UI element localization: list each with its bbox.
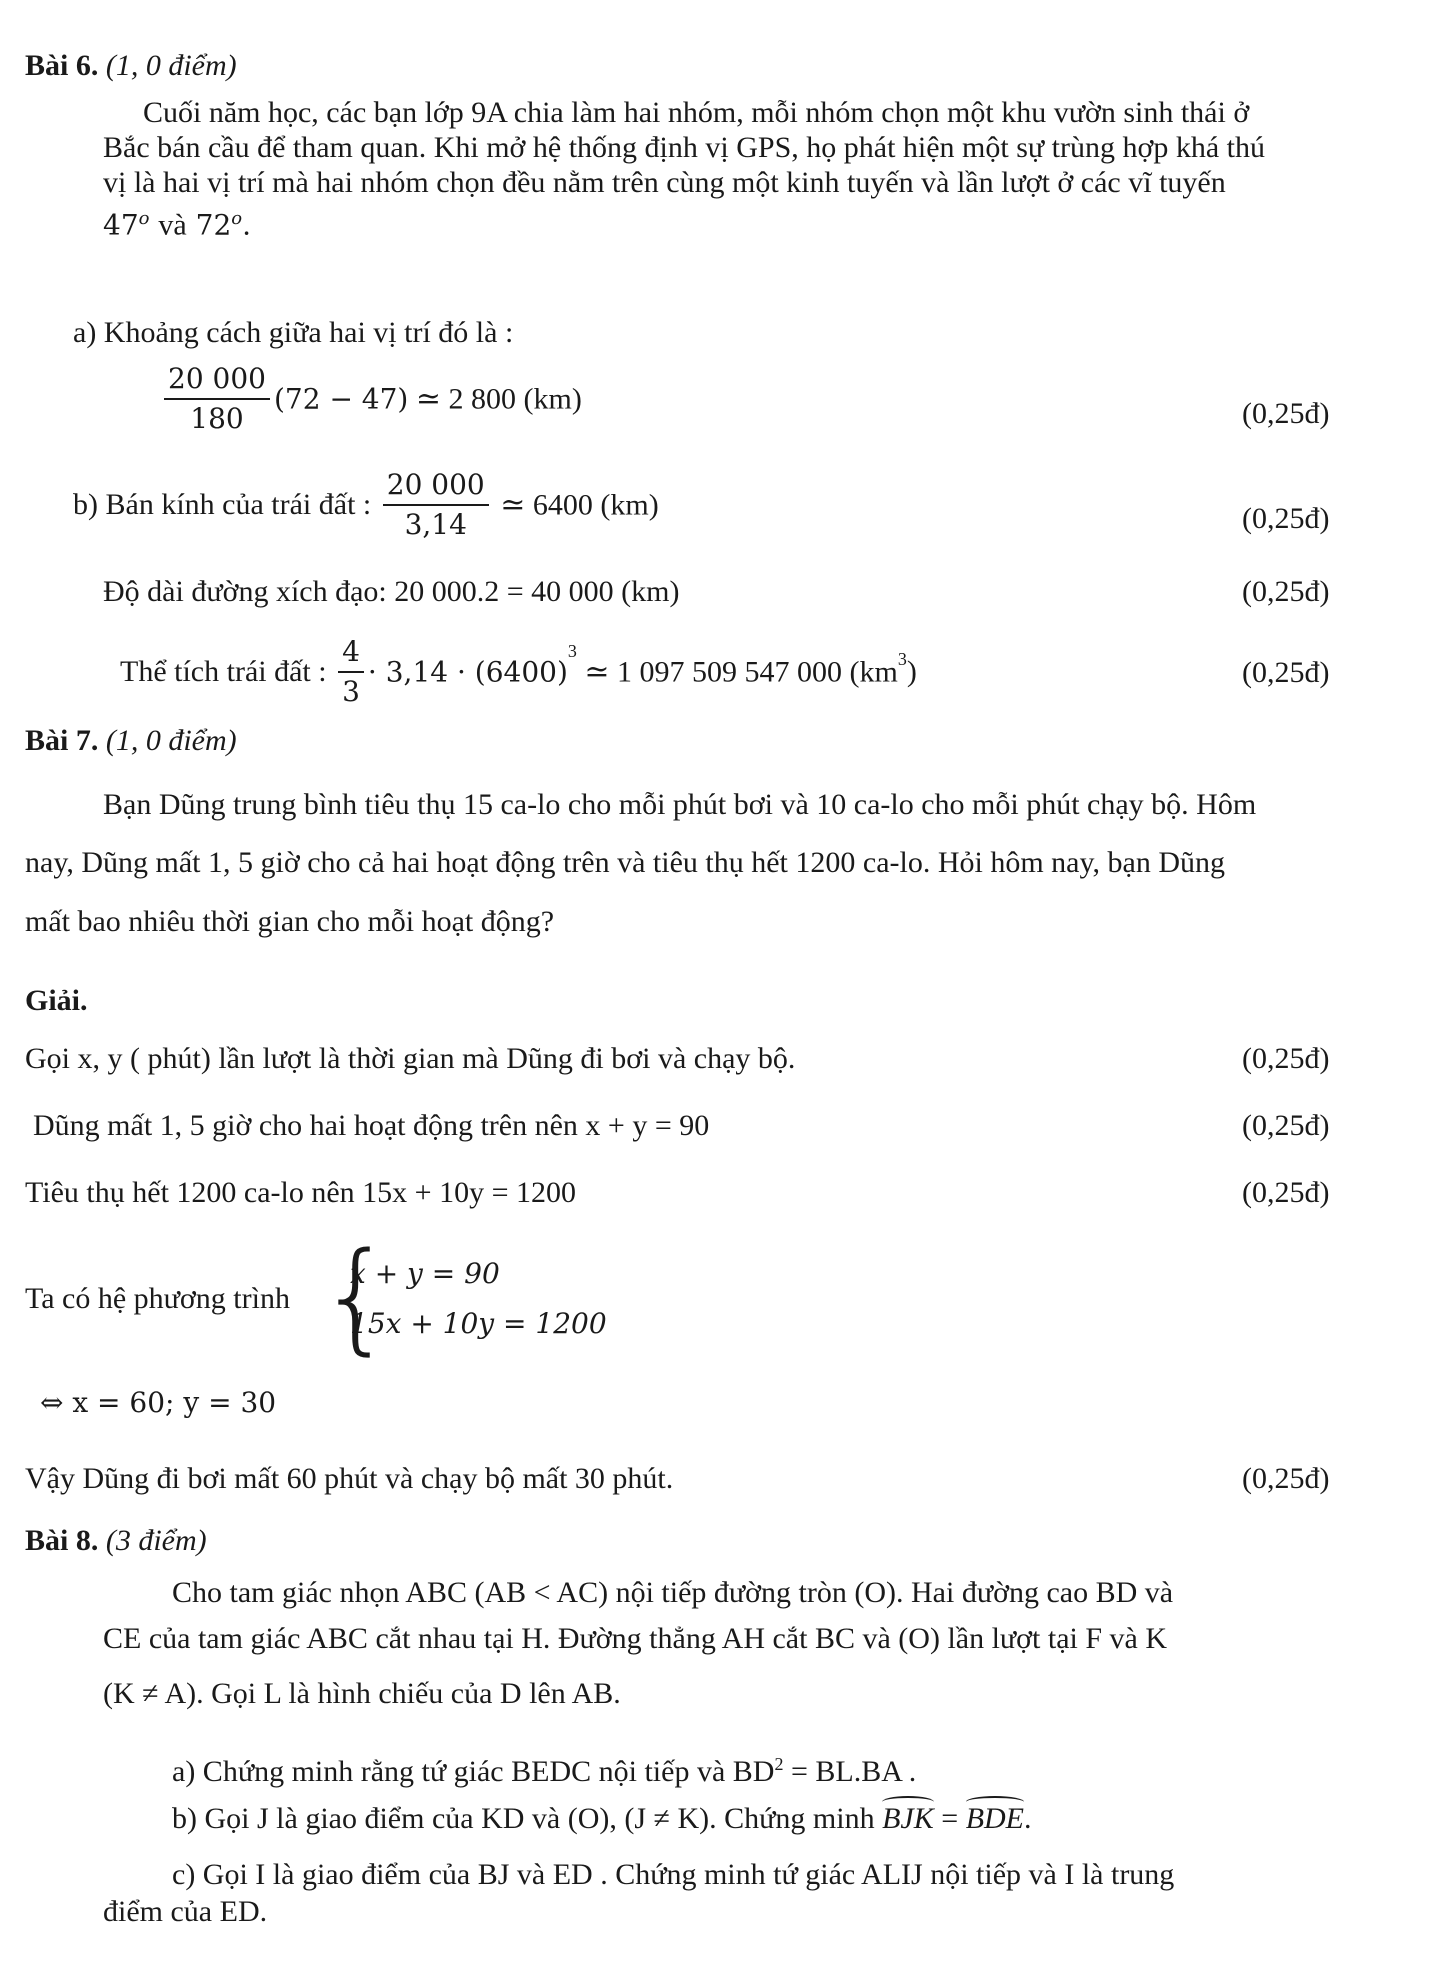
bai7-heading-line [25, 722, 237, 760]
and-word: và [158, 208, 187, 242]
angle-bde [966, 1800, 1024, 1838]
latitude-2-degree: o [231, 208, 243, 229]
bai6-b-score: (0,25đ) [1242, 502, 1330, 535]
b-fraction [383, 468, 489, 542]
latitude-1-degree: o [138, 208, 150, 229]
bai6-a-formula [160, 362, 582, 436]
bai6-b-formula [73, 468, 659, 542]
angle-bjk-arc [882, 1796, 934, 1808]
bai6-points: (1, 0 điểm) [105, 49, 237, 82]
d-label: Thể tích trái đất : [120, 655, 327, 688]
bai8-heading-line [25, 1522, 207, 1560]
a-result: ≃ 2 800 (km) [415, 382, 582, 416]
bai6-heading-line [25, 47, 237, 85]
bai6-heading: Bài 6. [25, 49, 99, 82]
bai6-latitudes [103, 200, 251, 244]
angle-bjk-label: BJK [882, 1802, 934, 1835]
bai6-intro-line2: Bắc bán cầu để tham quan. Khi mở hệ thống định vị GPS, họ phát hiện một sự trùng hợp khá thú [103, 131, 1266, 164]
part-b-text: b) Gọi J là giao điểm của KD và (O), (J ≠ K). Chứng minh [172, 1802, 875, 1835]
bai7-step3: Tiêu thụ hết 1200 ca-lo nên 15x + 10y = 1200 [25, 1176, 577, 1209]
part-b-end: . [1024, 1802, 1032, 1835]
bai7-step6-score: (0,25đ) [1242, 1462, 1330, 1495]
a-expression: (72 − 47) [273, 382, 409, 416]
angle-bde-label: BDE [965, 1802, 1025, 1835]
b-denominator: 3,14 [404, 508, 467, 541]
system-eq2: 15x + 10y = 1200 [350, 1307, 607, 1340]
bai6-c-text: Độ dài đường xích đạo: 20 000.2 = 40 000 (km) [103, 575, 680, 608]
bai7-step2: Dũng mất 1, 5 giờ cho hai hoạt động trên nên x + y = 90 [33, 1109, 710, 1142]
bai8-part-a [172, 1745, 916, 1791]
bai6-a-score: (0,25đ) [1242, 397, 1330, 430]
bai6-d-score: (0,25đ) [1242, 656, 1330, 689]
bai8-part-c-line2: điểm của ED. [103, 1895, 268, 1928]
b-numerator: 20 000 [383, 468, 489, 506]
bai8-part-c-line1: c) Gọi I là giao điểm của BJ và ED . Chứng minh tứ giác ALIJ nội tiếp và I là trung [172, 1858, 1175, 1891]
d-unit-exponent: 3 [897, 648, 907, 669]
bai7-p1-line3: mất bao nhiêu thời gian cho mỗi hoạt động? [25, 905, 555, 938]
bai8-heading: Bài 8. [25, 1524, 99, 1557]
system-eq1: x + y = 90 [350, 1257, 500, 1290]
angle-bde-arc [966, 1796, 1024, 1808]
part-a-tail: = BL.BA . [790, 1755, 917, 1788]
bai7-step4: Ta có hệ phương trình [25, 1282, 290, 1315]
d-numerator: 4 [338, 635, 364, 673]
a-numerator: 20 000 [164, 362, 270, 400]
bai7-solution-heading: Giải. [25, 984, 88, 1017]
d-expression: · 3,14 · (6400) [367, 655, 568, 689]
bai7-step2-score: (0,25đ) [1242, 1109, 1330, 1142]
bai7-step5: ⇔ x = 60; y = 30 [40, 1386, 277, 1419]
angle-bjk [882, 1800, 934, 1838]
bai7-step6: Vậy Dũng đi bơi mất 60 phút và chạy bộ mất 30 phút. [25, 1462, 674, 1495]
bai6-a-label: a) Khoảng cách giữa hai vị trí đó là : [73, 316, 514, 349]
a-denominator: 180 [190, 402, 244, 435]
part-a-exponent: 2 [774, 1754, 784, 1774]
d-denominator: 3 [342, 675, 360, 708]
bai7-p1-line2: nay, Dũng mất 1, 5 giờ cho cả hai hoạt động trên và tiêu thụ hết 1200 ca-lo. Hỏi hôm nay, bạn Dũng [25, 846, 1226, 879]
bai8-p-line2: CE của tam giác ABC cắt nhau tại H. Đường thẳng AH cắt BC và (O) lần lượt tại F và K [103, 1622, 1168, 1655]
bai7-heading: Bài 7. [25, 724, 99, 757]
bai7-step1-score: (0,25đ) [1242, 1042, 1330, 1075]
bai7-step1: Gọi x, y ( phút) lần lượt là thời gian mà Dũng đi bơi và chạy bộ. [25, 1042, 796, 1075]
latitude-2: 72 [195, 208, 232, 242]
bai8-p-line3: (K ≠ A). Gọi L là hình chiếu của D lên AB. [103, 1677, 621, 1710]
d-result: ≃ 1 097 509 547 000 (km [584, 655, 898, 689]
part-b-equals: = [941, 1802, 959, 1835]
bai6-d-formula [120, 635, 917, 709]
d-exponent: 3 [567, 640, 577, 661]
b-label: b) Bán kính của trái đất : [73, 488, 372, 521]
intro-end: . [242, 208, 252, 242]
bai8-part-b [172, 1800, 1032, 1838]
bai7-p1-line1: Bạn Dũng trung bình tiêu thụ 15 ca-lo cho mỗi phút bơi và 10 ca-lo cho mỗi phút chạy bộ. Hôm [103, 788, 1257, 821]
d-close: ) [906, 655, 917, 688]
system-brace: { [318, 1228, 395, 1367]
bai6-intro-line3: vị là hai vị trí mà hai nhóm chọn đều nằm trên cùng một kinh tuyến và lần lượt ở các vĩ tuyến [103, 166, 1226, 199]
d-fraction [338, 635, 364, 709]
a-fraction [164, 362, 270, 436]
bai7-points: (1, 0 điểm) [105, 724, 237, 757]
bai7-step3-score: (0,25đ) [1242, 1176, 1330, 1209]
bai6-intro-line1: Cuối năm học, các bạn lớp 9A chia làm hai nhóm, mỗi nhóm chọn một khu vườn sinh thái ở [143, 96, 1250, 129]
bai8-points: (3 điểm) [105, 1524, 207, 1557]
bai6-c-score: (0,25đ) [1242, 575, 1330, 608]
latitude-1: 47 [103, 208, 139, 242]
b-result: ≃ 6400 (km) [500, 488, 659, 522]
part-a-text: a) Chứng minh rằng tứ giác BEDC nội tiếp và BD [172, 1755, 775, 1788]
bai8-p-line1: Cho tam giác nhọn ABC (AB < AC) nội tiếp đường tròn (O). Hai đường cao BD và [172, 1576, 1174, 1609]
